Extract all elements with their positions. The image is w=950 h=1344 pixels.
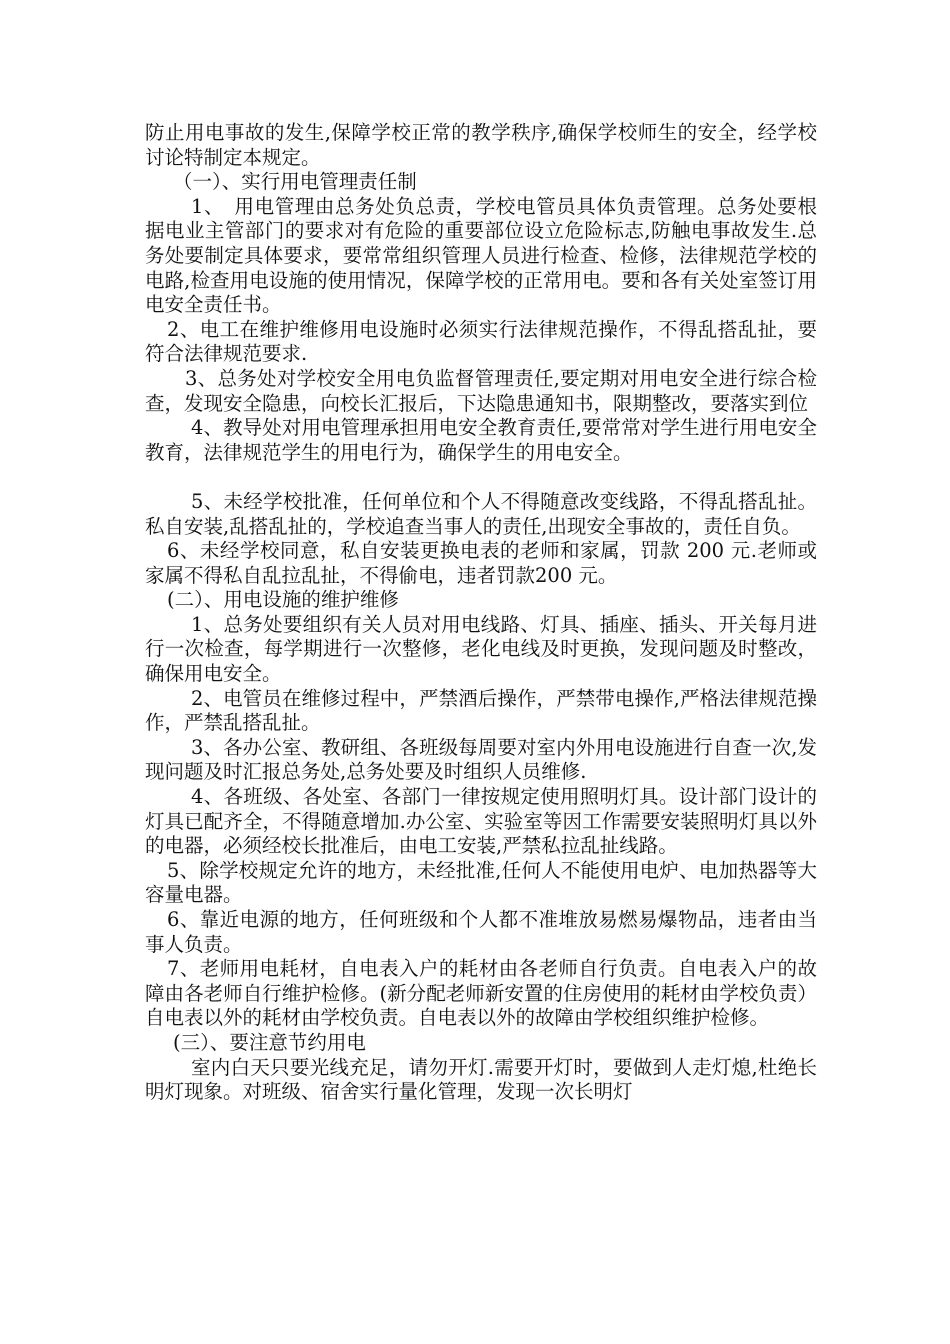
section-2-item-3: 3、各办公室、教研组、各班级每周要对室内外用电设施进行自查一次,发现问题及时汇报总务处,总务处要及时组织人员维修. — [145, 735, 817, 784]
section-1-item-4: 4、教导处对用电管理承担用电安全教育责任,要常常对学生进行用电安全教育，法律规范学生的用电行为，确保学生的用电安全。 — [145, 416, 817, 464]
section-2-item-5: 5、除学校规定允许的地方，未经批准,任何人不能使用电炉、电加热器等大容量电器。 — [145, 858, 817, 907]
section-1-item-2: 2、电工在维护维修用电设施时必须实行法律规范操作，不得乱搭乱扯，要符合法律规范要求. — [145, 317, 817, 366]
section-3-paragraph: 室内白天只要光线充足，请勿开灯.需要开灯时，要做到人走灯熄,杜绝长明灯现象。对班级、宿舍实行量化管理，发现一次长明灯 — [145, 1055, 817, 1104]
section-heading-2: (二）、用电设施的维护维修 — [167, 588, 399, 612]
blank-line — [145, 465, 817, 490]
document-page — [145, 121, 817, 1105]
section-1-item-3: 3、总务处对学校安全用电负监督管理责任,要定期对用电安全进行综合检查，发现安全隐患，向校长汇报后，下达隐患通知书，限期整改，要落实到位 — [145, 366, 817, 415]
section-2-item-4: 4、各班级、各处室、各部门一律按规定使用照明灯具。设计部门设计的灯具已配齐全，不得随意增加.办公室、实验室等因工作需要安装照明灯具以外的电器，必须经校长批准后，由电工安装,严禁私拉乱扯线路。 — [145, 785, 817, 858]
section-2-item-2: 2、电管员在维修过程中，严禁酒后操作，严禁带电操作,严格法律规范操作，严禁乱搭乱扯。 — [145, 686, 817, 735]
section-1-item-5: 5、未经学校批准，任何单位和个人不得随意改变线路，不得乱搭乱扯。私自安装,乱搭乱扯的，学校追查当事人的责任,出现安全事故的，责任自负。 — [145, 489, 817, 538]
section-1-item-1: 1、 用电管理由总务处负总责，学校电管员具体负责管理。总务处要根据电业主管部门的要求对有危险的重要部位设立危险标志,防触电事故发生.总务处要制定具体要求，要常常组织管理人员进行检查、检修，法律规范学校的电路,检查用电设施的使用情况，保障学校的正常用电。要和各有关处室签订用电安全责任书。 — [145, 194, 817, 317]
section-heading-3: (三）、要注意节约用电 — [173, 1030, 366, 1054]
section-1-item-6: 6、未经学校同意，私自安装更换电表的老师和家属，罚款 200 元.老师或家属不得私自乱拉乱扯，不得偷电，违者罚款200 元。 — [145, 539, 817, 587]
section-2-item-7: 7、老师用电耗材，自电表入户的耗材由各老师自行负责。自电表入户的故障由各老师自行维护检修。(新分配老师新安置的住房使用的耗材由学校负责）自电表以外的耗材由学校负责。自电表以外的故障由学校组织维护检修。 — [145, 957, 817, 1030]
intro-paragraph: 防止用电事故的发生,保障学校正常的教学秩序,确保学校师生的安全，经学校讨论特制定本规定。 — [145, 121, 817, 169]
section-heading-1: （一）、实行用电管理责任制 — [173, 170, 417, 194]
section-2-item-6: 6、靠近电源的地方，任何班级和个人都不准堆放易燃易爆物品，违者由当事人负责。 — [145, 908, 817, 956]
section-2-item-1: 1、总务处要组织有关人员对用电线路、灯具、插座、插头、开关每月进行一次检查，每学期进行一次整修，老化电线及时更换，发现问题及时整改，确保用电安全。 — [145, 612, 817, 686]
